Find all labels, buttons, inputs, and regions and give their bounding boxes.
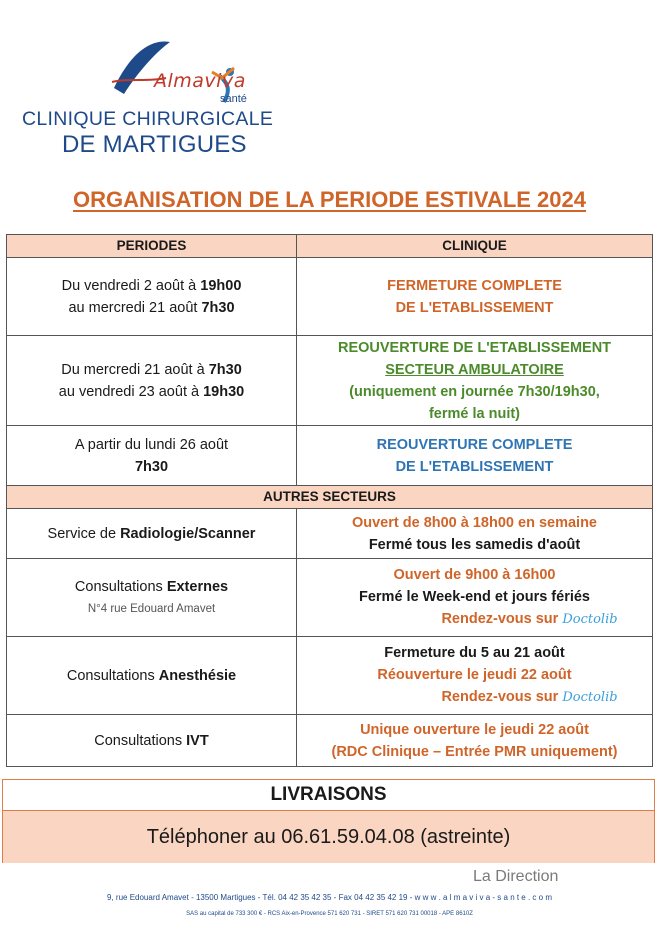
table-header-row (7, 235, 653, 258)
status-line: Ouvert de 9h00 à 16h00 (393, 567, 556, 583)
status-line: (uniquement en journée 7h30/19h30, (349, 383, 600, 400)
doctolib-logo[interactable]: Doctolib (562, 612, 618, 627)
period-text: A partir du lundi 26 août (74, 436, 229, 453)
doctolib-logo[interactable]: Doctolib (562, 690, 618, 705)
period-text: au mercredi 21 août (68, 299, 202, 316)
table-row (7, 258, 653, 336)
clinic-name-line1: CLINIQUE CHIRURGICALE (22, 108, 274, 130)
period-text: Du vendredi 2 août à (61, 277, 201, 294)
clinic-name-line2: DE MARTIGUES (62, 131, 247, 158)
status-line: Unique ouverture le jeudi 22 août (360, 721, 589, 738)
status-line: fermé la nuit) (428, 405, 521, 422)
sector-text: Consultations (74, 578, 167, 595)
livraisons-phone: Téléphoner au 06.61.59.04.08 (astreinte) (3, 811, 654, 863)
status-line: DE L'ETABLISSEMENT (395, 458, 554, 475)
sector-cell (7, 559, 297, 637)
clinic-status-cell (297, 336, 653, 426)
sector-name: Radiologie/Scanner (120, 525, 256, 542)
status-line: Rendez-vous sur (441, 689, 559, 705)
sector-name: IVT (186, 732, 209, 749)
signature: La Direction (473, 868, 559, 885)
period-text: Du mercredi 21 août à (61, 361, 209, 378)
period-time: 19h00 (200, 277, 242, 294)
sector-name: Externes (166, 578, 229, 595)
column-header-clinique: CLINIQUE (297, 235, 653, 258)
section-header-row (7, 486, 653, 509)
sector-cell (7, 637, 297, 715)
clinic-status-cell (297, 426, 653, 486)
table-row (7, 426, 653, 486)
livraisons-title: LIVRAISONS (3, 780, 654, 811)
period-time: 7h30 (134, 458, 169, 475)
status-line: Réouverture le jeudi 22 août (377, 667, 572, 683)
sector-status-cell (297, 637, 653, 715)
period-text: au vendredi 23 août à (58, 383, 204, 400)
status-line: FERMETURE COMPLETE (387, 277, 562, 294)
livraisons-box (2, 779, 655, 863)
sector-text: Consultations (66, 667, 159, 684)
sector-text: Service de (47, 525, 121, 542)
status-line: Fermeture du 5 au 21 août (384, 645, 565, 661)
status-line: SECTEUR AMBULATOIRE (385, 361, 564, 378)
table-row (7, 336, 653, 426)
status-line: Fermé tous les samedis d'août (368, 536, 581, 553)
sector-name: Anesthésie (158, 667, 237, 684)
status-line: Ouvert de 8h00 à 18h00 en semaine (351, 514, 597, 531)
status-line: REOUVERTURE DE L'ETABLISSEMENT (337, 339, 612, 356)
period-cell (7, 258, 297, 336)
period-time: 19h30 (203, 383, 245, 400)
status-line: (RDC Clinique – Entrée PMR uniquement) (331, 743, 618, 760)
status-line: DE L'ETABLISSEMENT (395, 299, 554, 316)
period-time: 7h30 (208, 361, 242, 378)
page-title: ORGANISATION DE LA PERIODE ESTIVALE 2024 (72, 187, 586, 212)
schedule-table (6, 234, 653, 767)
sector-cell (7, 509, 297, 559)
sector-address: N°4 rue Edouard Amavet (87, 602, 216, 615)
footer-legal: SAS au capital de 733 300 € - RCS Aix-en-Provence 571 620 731 - SIRET 571 620 731 00018 - APE 8610Z (186, 911, 473, 917)
footer-address: 9, rue Edouard Amavet - 13500 Martigues - Tél. 04 42 35 42 35 - Fax 04 42 35 42 19 - w w w . a l m a v i v a - s a n t e . c o m (107, 893, 552, 902)
period-cell (7, 336, 297, 426)
sector-text: Consultations (94, 732, 187, 749)
table-row (7, 509, 653, 559)
brand-name: Almaviva (154, 70, 246, 92)
section-header-autres-secteurs: AUTRES SECTEURS (7, 486, 653, 509)
sector-cell (7, 715, 297, 767)
status-line: REOUVERTURE COMPLETE (376, 436, 573, 453)
period-time: 7h30 (201, 299, 235, 316)
period-cell (7, 426, 297, 486)
clinic-logo (22, 38, 274, 160)
table-row (7, 559, 653, 637)
column-header-periodes: PERIODES (7, 235, 297, 258)
brand-sub: santé (220, 93, 247, 105)
status-line: Rendez-vous sur (441, 611, 559, 627)
sector-status-cell (297, 509, 653, 559)
sector-status-cell (297, 559, 653, 637)
table-row (7, 637, 653, 715)
clinic-status-cell (297, 258, 653, 336)
status-line: Fermé le Week-end et jours fériés (358, 589, 591, 605)
sector-status-cell (297, 715, 653, 767)
table-row (7, 715, 653, 767)
